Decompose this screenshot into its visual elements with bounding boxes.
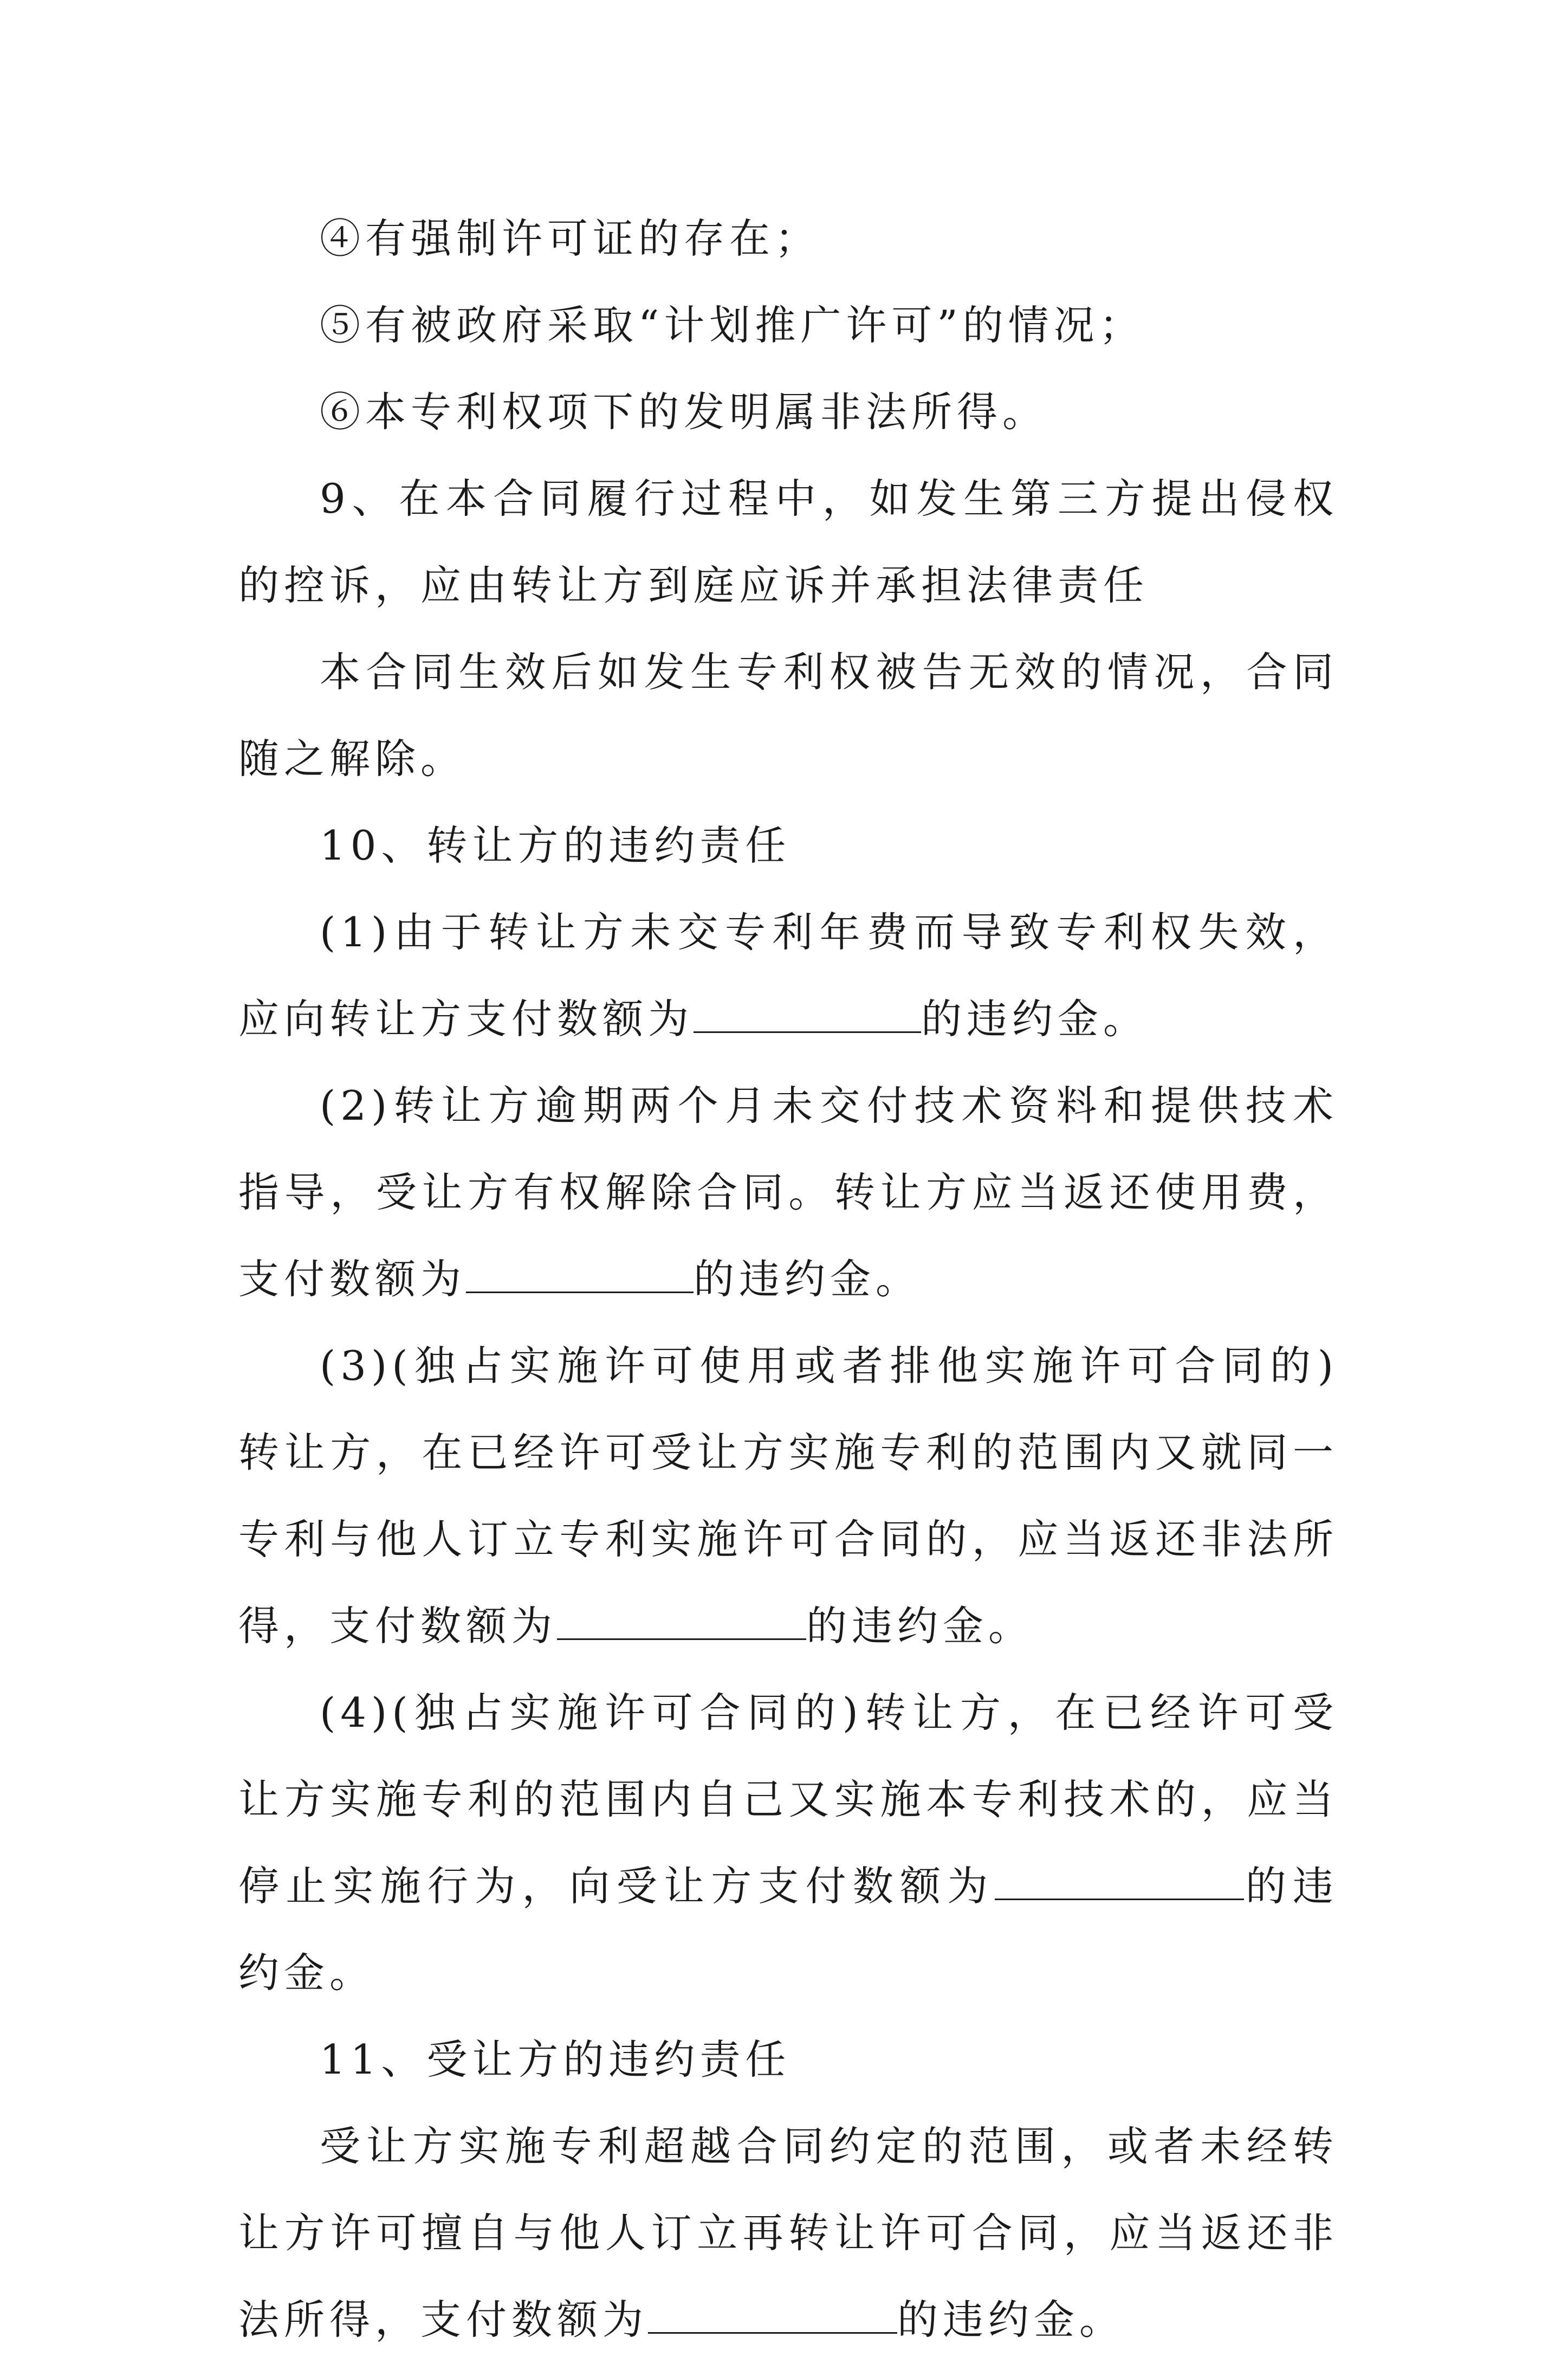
paragraph-text: 本合同生效后如发生专利权被告无效的情况，合同随之解除。	[238, 648, 1338, 783]
paragraph-text: ⑤有被政府采取“计划推广许可”的情况；	[320, 301, 1145, 349]
paragraph	[238, 889, 1338, 1062]
paragraph-text: 10、转让方的违约责任	[320, 822, 791, 869]
paragraph-text: 11、受让方的违约责任	[320, 2036, 791, 2083]
fill-in-blank	[694, 998, 921, 1033]
paragraph-text: 的违约金。	[694, 1255, 922, 1303]
paragraph	[238, 1322, 1338, 1669]
paragraph	[238, 1062, 1338, 1322]
paragraph	[238, 2016, 1338, 2103]
paragraph-text: (3)(独占实施许可使用或者排他实施许可合同的)转让方，在已经许可受让方实施专利的范围内又就同一专利与他人订立专利实施许可合同的，应当返还非法所得，支付数额为	[238, 1342, 1338, 1650]
paragraph-text: 的违约金。	[897, 2296, 1125, 2343]
paragraph	[238, 2103, 1338, 2363]
paragraph	[238, 802, 1338, 889]
paragraph-text: 的违约金。	[921, 995, 1149, 1043]
document-body	[238, 195, 1338, 2363]
paragraph	[238, 455, 1338, 629]
fill-in-blank	[995, 1865, 1244, 1900]
paragraph-text: (1)由于转让方未交专利年费而导致专利权失效，应向转让方支付数额为	[238, 908, 1338, 1043]
paragraph-text: 的违约金。	[238, 1862, 1338, 1997]
paragraph-text: (4)(独占实施许可合同的)转让方，在已经许可受让方实施专利的范围内自己又实施本专利技术的，应当停止实施行为，向受让方支付数额为	[238, 1689, 1338, 1910]
fill-in-blank	[648, 2299, 897, 2334]
paragraph	[238, 282, 1338, 369]
fill-in-blank	[557, 1605, 806, 1640]
fill-in-blank	[466, 1258, 694, 1293]
paragraph-text: ⑥本专利权项下的发明属非法所得。	[320, 388, 1048, 436]
paragraph-text: 的违约金。	[806, 1602, 1034, 1650]
paragraph	[238, 195, 1338, 282]
paragraph-text: ④有强制许可证的存在；	[320, 215, 821, 262]
paragraph	[238, 1669, 1338, 2016]
paragraph-text: 9、在本合同履行过程中，如发生第三方提出侵权的控诉，应由转让方到庭应诉并承担法律责任	[238, 475, 1338, 609]
paragraph-text: 受让方实施专利超越合同约定的范围，或者未经转让方许可擅自与他人订立再转让许可合同，应当返还非法所得，支付数额为	[238, 2122, 1338, 2343]
paragraph-text: (2)转让方逾期两个月未交付技术资料和提供技术指导，受让方有权解除合同。转让方应当返还使用费，支付数额为	[238, 1082, 1338, 1303]
paragraph	[238, 369, 1338, 455]
paragraph	[238, 629, 1338, 802]
